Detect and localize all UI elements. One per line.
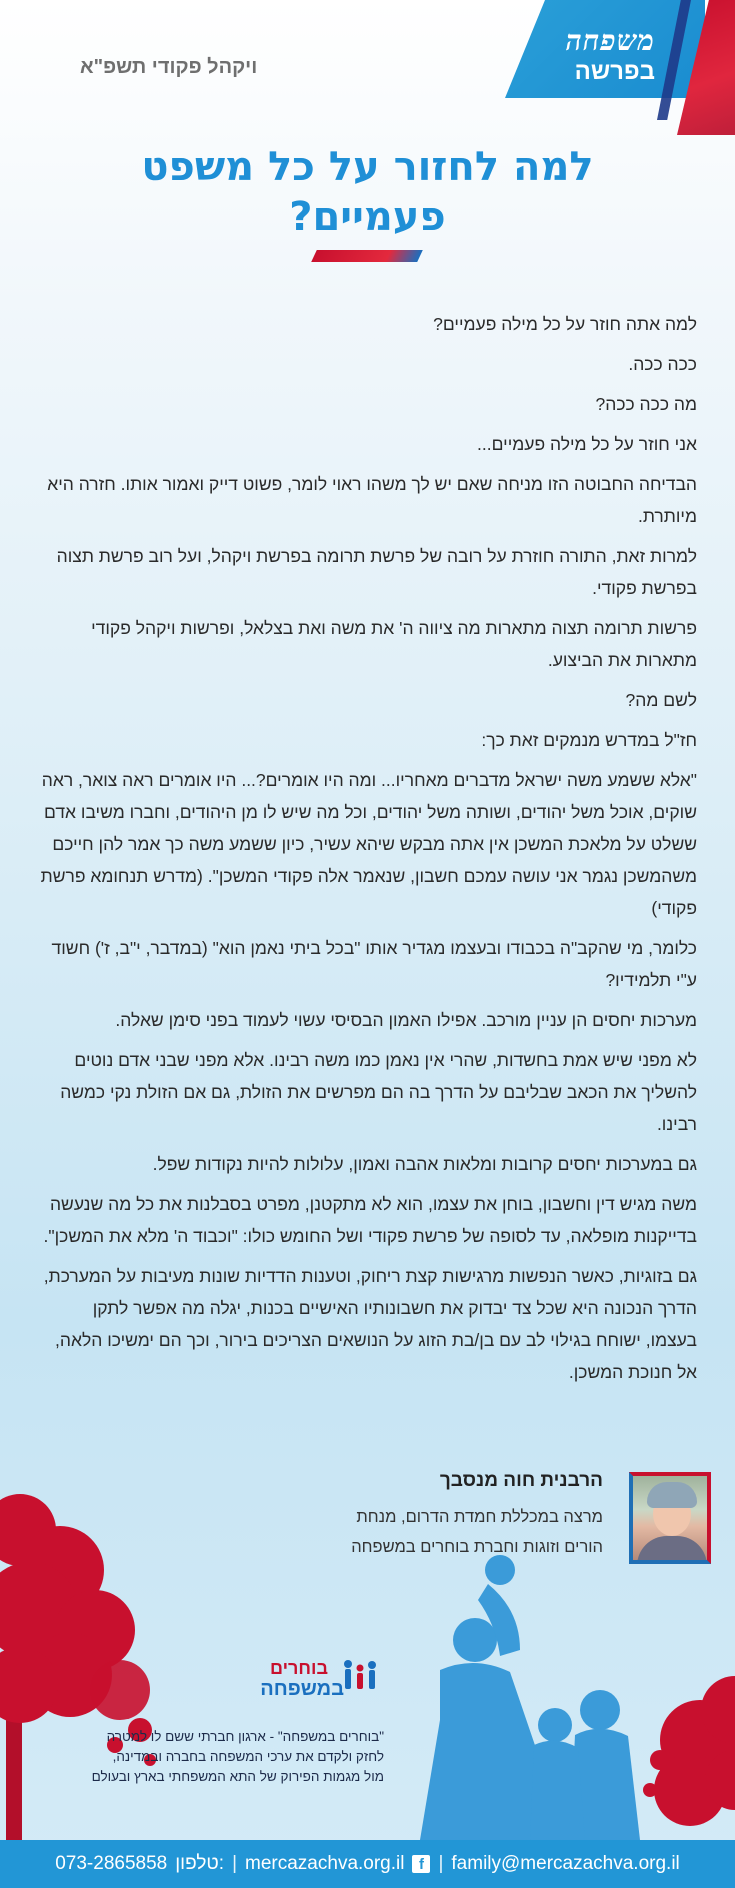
parsha-label: ויקהל פקודי תשפ"א <box>80 56 258 78</box>
paragraph: אני חוזר על כל מילה פעמיים... <box>477 434 697 454</box>
family-silhouette-icon <box>420 1555 640 1840</box>
facebook-icon[interactable]: f <box>412 1855 430 1873</box>
title-underline <box>311 250 423 262</box>
paragraph: משה מגיש דין וחשבון, בוחן את עצמו, הוא לא מתקטנן, מפרט בסבלנות את כל מה שנעשה בדייקנות מופלאה, עד לסופה של פרשת פקודי ושל החומש כולו: "וכבוד ה' מלא את המשכן". <box>43 1194 697 1246</box>
org-logo-line1: בוחרים <box>270 1658 328 1678</box>
phone-label: טלפון: <box>175 1853 225 1874</box>
footer-separator: | <box>232 1853 238 1874</box>
author-block <box>11 1468 711 1568</box>
paragraph: לשם מה? <box>625 690 697 710</box>
org-desc-line: מול מגמות הפירוק של התא המשפחתי בארץ ובעולם <box>91 1769 384 1784</box>
paragraph: גם בזוגיות, כאשר הנפשות מרגישות קצת ריחוק, וטענות הדדיות שונות מעיבות על המערכת, הדרך הנכונה היא שכל צד יבדוק את חשבונותיו האישיים בכנות, יגלה מה אפשר לתקן בעצמו, ישוחח בגילוי לב עם בן/בת הזוג על הנושאים הצריכים בירור, וכך הם ימשיכו הלאה, אל חנוכת המשכן. <box>43 1266 697 1382</box>
paragraph: גם במערכות יחסים קרובות ומלאות אהבה ואמון, עלולות להיות נקודות שפל. <box>152 1154 697 1174</box>
brand-title-line1: משפחה <box>565 24 655 57</box>
author-desc-line: הורים וזוגות וחברת בוחרים במשפחה <box>351 1538 603 1556</box>
paragraph: חז"ל במדרש מנמקים זאת כך: <box>481 730 697 750</box>
family-figures-icon <box>340 1656 380 1696</box>
paragraph: מה ככה ככה? <box>595 394 697 414</box>
paragraph: למה אתה חוזר על כל מילה פעמיים? <box>433 314 697 334</box>
footer-separator: | <box>438 1853 444 1874</box>
paragraph: למרות זאת, התורה חוזרת על רובה של פרשת תרומה בפרשת ויקהל, ועל רוב פרשת תצוה בפרשת פקודי. <box>56 546 697 598</box>
article-title-block <box>60 142 675 242</box>
phone-number[interactable]: 073-2865858 <box>55 1853 168 1874</box>
author-desc-line: מרצה במכללת חמדת הדרום, מנחת <box>356 1508 603 1526</box>
website-link[interactable]: mercazachva.org.il <box>245 1853 405 1874</box>
paragraph: ככה ככה. <box>628 354 697 374</box>
paragraph: הבדיחה החבוטה הזו מניחה שאם יש לך משהו ראוי לומר, פשוט דייק ואמור אותו. חזרה היא מיותרת. <box>47 474 697 526</box>
author-name: הרבנית חוה מנסבך <box>439 1470 603 1491</box>
author-description <box>303 1502 603 1562</box>
midrash-quote: "אלא ששמע משה ישראל מדברים מאחריו... ומה היו אומרים?... היו אומרים ראה צואר, ראה שוקים, אוכל משל יהודים, ושותה משל יהודים, וכל מה שיש לו מן היהודים, וחברו משיבו אדם ששלט על מלאכת המשכן אין אתה מבקש שיהא עשיר, כיון ששמע משה כך אמר להן חייכם משהמשכן נגמר אני עושה עמכם חשבון, שנאמר אלה פקודי המשכן". (מדרש תנחומא פרשת פקודי) <box>40 770 697 918</box>
org-desc-line: לחזק ולקדם את ערכי המשפחה בחברה ובמדינה, <box>112 1749 384 1764</box>
contact-footer <box>0 1840 735 1888</box>
email-link[interactable]: family@mercazachva.org.il <box>451 1853 680 1874</box>
article-body <box>38 308 697 1396</box>
org-desc-line: "בוחרים במשפחה" - ארגון חברתי ששם לו למטרה <box>106 1729 384 1744</box>
org-logo <box>262 1656 382 1712</box>
article-title-line1: למה לחזור על כל משפט <box>141 144 594 190</box>
org-description <box>44 1727 384 1787</box>
brand-title-line2: בפרשה <box>574 58 655 85</box>
paragraph: מערכות יחסים הן עניין מורכב. אפילו האמון הבסיסי עשוי לעמוד בפני סימן שאלה. <box>115 1010 697 1030</box>
paragraph: כלומר, מי שהקב"ה בכבודו ובעצמו מגדיר אותו "בכל ביתי נאמן הוא" (במדבר, י"ב, ז') חשוד ע"י תלמידיו? <box>51 938 697 990</box>
author-photo <box>629 1472 711 1564</box>
article-title-line2: פעמיים? <box>289 194 446 240</box>
org-logo-line2: במשפחה <box>260 1678 344 1700</box>
page-header <box>0 0 735 135</box>
red-tree-right-icon <box>643 1676 735 1826</box>
paragraph: לא מפני שיש אמת בחשדות, שהרי אין נאמן כמו משה רבינו. אלא מפני שבני אדם נוטים להשליך את הכאב שבליבם על הדרך בה הם מפרשים את הזולת, גם אם הזולת נקי כמשה רבינו. <box>60 1050 697 1134</box>
paragraph: פרשות תרומה תצוה מתארות מה ציווה ה' את משה ואת בצלאל, ופרשות ויקהל פקודי מתארות את הביצוע. <box>91 618 697 670</box>
